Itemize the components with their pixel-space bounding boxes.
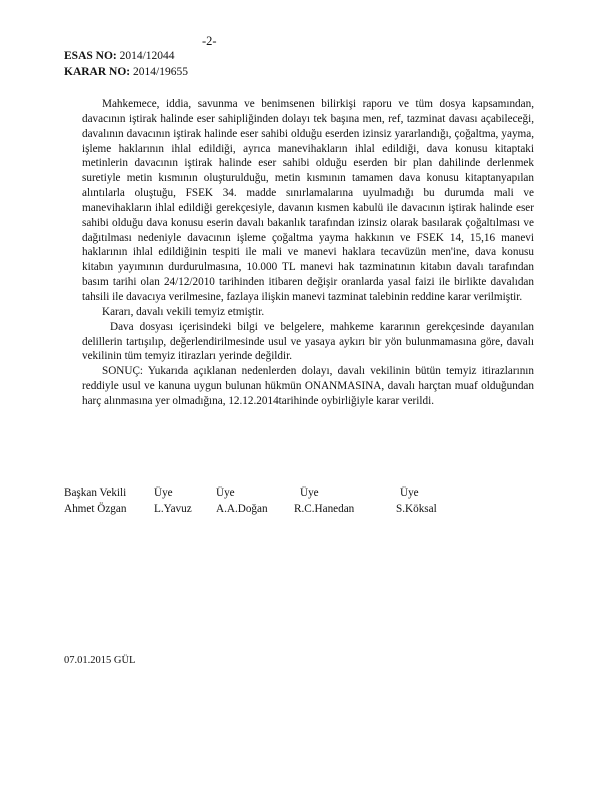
karar-no-value: 2014/19655 <box>133 66 188 78</box>
karar-no-label: KARAR NO: <box>64 66 131 78</box>
signature-title: Başkan Vekili <box>64 487 127 499</box>
page-number: -2- <box>202 34 217 48</box>
signature-title: Üye <box>154 487 173 499</box>
signature-name: A.A.Doğan <box>216 503 268 515</box>
karar-no-line <box>64 66 188 78</box>
signature-name: L.Yavuz <box>154 503 192 515</box>
signature-name: R.C.Hanedan <box>294 503 355 515</box>
esas-no-line <box>64 50 175 62</box>
conclusion-paragraph: SONUÇ: Yukarıda açıklanan nedenlerden dolayı, davalı vekilinin bütün temyiz itirazlarının reddiyle usul ve kanuna uygun bulunan hükmün ONANMASINA, davalı harçtan muaf olduğundan harç alınmasına yer olmadığına, 12.12.2014tarihinde oybirliğiyle karar verildi. <box>82 365 534 407</box>
decision-body <box>82 97 534 409</box>
signature-title: Üye <box>216 487 235 499</box>
signature-uye-4 <box>396 485 437 517</box>
signature-uye-3 <box>294 485 354 517</box>
signature-title: Üye <box>300 487 319 499</box>
signature-uye-1 <box>154 485 192 517</box>
signature-name: Ahmet Özgan <box>64 503 127 515</box>
esas-no-value: 2014/12044 <box>119 50 175 62</box>
signature-name: S.Köksal <box>396 503 437 515</box>
appeal-paragraph: Kararı, davalı vekili temyiz etmiştir. <box>102 305 265 318</box>
signature-uye-2 <box>216 485 268 517</box>
footer-note: 07.01.2015 GÜL <box>64 655 136 666</box>
esas-no-label: ESAS NO: <box>64 50 117 62</box>
reasoning-paragraph: Mahkemece, iddia, savunma ve benimsenen bilirkişi raporu ve tüm dosya kapsamından, davacının iştirak halinde eser sahipliğinden dolayı tek başına men, ref, tazminat davası açabileceği, davalının davacının iştirak halinde eser sahibi olduğu eserden izinsiz yararlandığı, çoğaltma, yayma, işleme haklarının ihlal edildiği, ayrıca manevihakların ihlal edildiği, dava konusu kitaptaki metinlerin davacının iştirak halinde eser sahibi olduğu eserden bir plan dahilinde derlenmek suretiyle metin kısmının oluşturulduğu, metin kısmının tamamen dava konusu kitaptanyapılan alıntılarla oluştuğu, FSEK 34. madde sınırlamalarına uyulmadığı bu durumda mali ve manevihakların ihlal edildiği gerekçesiyle, davanın kısmen kabulü ile davacının iştirak halinde eser sahibi olduğu dava konusu eserin davalı bakanlık tarafından izinsiz olarak basılarak çoğaltılması ve dağıtılması nedeniyle davacının işleme çoğaltma yayma hakkının ve FSEK 14, 15,16 manevi haklarının ihlal edildiğinin tespiti ile mali ve manevi haklara tecavüzün men'ine, dava konusu kitabın yayımının durdurulmasına, 10.000 TL manevi hak tazminatının kitabın davalı tarafından basım tarihi olan 24/12/2010 tarihinden itibaren değişir oranlarda yasal faizi ile birlikte davalıdan tahsili ile davacıya verilmesine, fazlaya ilişkin manevi tazminat talebinin reddine karar verilmiştir. <box>82 98 534 303</box>
signature-baskan-vekili <box>64 485 126 517</box>
signature-title: Üye <box>400 487 419 499</box>
evaluation-paragraph: Dava dosyası içerisindeki bilgi ve belgelere, mahkeme kararının gerekçesinde dayanılan delillerin tartışılıp, değerlendirilmesinde usul ve yasaya aykırı bir yön bulunmamasına göre, davalı vekilinin tüm temyiz itirazları yerinde değildir. <box>82 320 534 363</box>
